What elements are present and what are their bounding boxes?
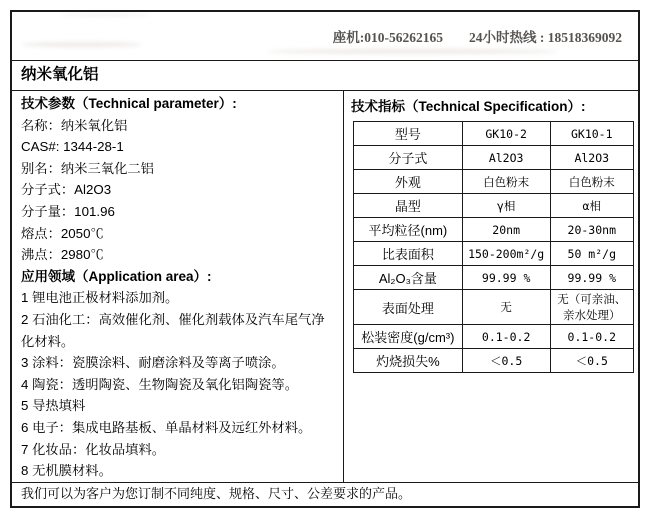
- spec-row-surface-area: [354, 242, 634, 266]
- spec-row-al2o3-content: [354, 266, 634, 290]
- param-boiling-point: 沸点：2980℃: [21, 247, 104, 263]
- product-title: 纳米氧化铝: [12, 61, 638, 91]
- param-alias: 别名：纳米三氧化二铝: [21, 160, 154, 176]
- param-melting-point: 熔点：2050℃: [21, 225, 104, 241]
- spec-row-surface-treatment: [354, 290, 634, 325]
- spec-label: 型号: [354, 122, 463, 146]
- param-name: 名称：纳米氧化铝: [21, 117, 128, 133]
- application-item: 6 电子：集成电路基板、单晶材料及远红外材料。: [21, 419, 312, 435]
- spec-value: 20nm: [462, 218, 550, 242]
- spec-table: [353, 121, 634, 373]
- application-item: 7 化妆品：化妆品填料。: [21, 441, 166, 457]
- application-item: 1 锂电池正极材料添加剂。: [21, 290, 179, 306]
- param-cas: CAS#: 1344-28-1: [21, 139, 124, 155]
- technical-specification-panel: [344, 91, 638, 482]
- spec-label: 平均粒径(nm): [354, 218, 463, 242]
- application-item: 3 涂料：瓷膜涂料、耐磨涂料及等离子喷涂。: [21, 355, 285, 371]
- spec-value: γ相: [462, 194, 550, 218]
- spec-label: 晶型: [354, 194, 463, 218]
- spec-label: 外观: [354, 170, 463, 194]
- spec-row-model: [354, 122, 634, 146]
- spec-value: ＜0.5: [462, 349, 550, 373]
- spec-label: 比表面积: [354, 242, 463, 266]
- spec-value: 50 m²/g: [550, 242, 633, 266]
- contact-header: [12, 12, 638, 61]
- param-molecular-weight: 分子量：101.96: [21, 203, 115, 219]
- spec-value: Al2O3: [462, 146, 550, 170]
- spec-value: α相: [550, 194, 633, 218]
- spec-label: 表面处理: [354, 290, 463, 325]
- tech-spec-heading: 技术指标（Technical Specification）:: [351, 99, 586, 114]
- application-item: 4 陶瓷：透明陶瓷、生物陶瓷及氧化铝陶瓷等。: [21, 376, 299, 392]
- spec-row-bulk-density: [354, 325, 634, 349]
- application-item: 8 无机膜材料。: [21, 463, 112, 479]
- content-area: [12, 91, 638, 482]
- footer-note: 我们可以为客户为您订制不同纯度、规格、尺寸、公差要求的产品。: [12, 482, 638, 506]
- contact-hotline: 24小时热线 : 18518369092: [469, 30, 622, 45]
- application-item: 2 石油化工：高效催化剂、催化剂载体及汽车尾气净化材料。: [21, 311, 325, 349]
- spec-row-crystal-type: [354, 194, 634, 218]
- spec-value: 20-30nm: [550, 218, 633, 242]
- tech-params-heading: 技术参数（Technical parameter）:: [21, 96, 237, 111]
- spec-value: GK10-1: [550, 122, 633, 146]
- spec-label: 分子式: [354, 146, 463, 170]
- spec-value: 0.1-0.2: [462, 325, 550, 349]
- spec-row-formula: [354, 146, 634, 170]
- spec-value: 0.1-0.2: [550, 325, 633, 349]
- spec-value: ＜0.5: [550, 349, 633, 373]
- spec-value: 99.99 %: [550, 266, 633, 290]
- contact-phone: 座机:010-56262165: [332, 30, 443, 45]
- spec-value: 150-200m²/g: [462, 242, 550, 266]
- spec-label: 松装密度(g/cm³): [354, 325, 463, 349]
- spec-row-particle-size: [354, 218, 634, 242]
- param-formula: 分子式：Al2O3: [21, 182, 112, 198]
- spec-value: GK10-2: [462, 122, 550, 146]
- spec-label: 灼烧损失%: [354, 349, 463, 373]
- document-frame: [10, 10, 640, 508]
- spec-value: 99.99 %: [462, 266, 550, 290]
- spec-value: 无: [462, 290, 550, 325]
- technical-parameters-panel: [12, 91, 344, 482]
- spec-label: Al₂O₃含量: [354, 266, 463, 290]
- application-item: 5 导热填料: [21, 398, 86, 414]
- spec-value: 白色粉末: [550, 170, 633, 194]
- application-heading: 应用领域（Application area）:: [21, 268, 212, 284]
- spec-row-appearance: [354, 170, 634, 194]
- spec-value: 白色粉末: [462, 170, 550, 194]
- spec-value: Al2O3: [550, 146, 633, 170]
- spec-row-ignition-loss: [354, 349, 634, 373]
- spec-value: 无（可亲油、亲水处理）: [550, 290, 633, 325]
